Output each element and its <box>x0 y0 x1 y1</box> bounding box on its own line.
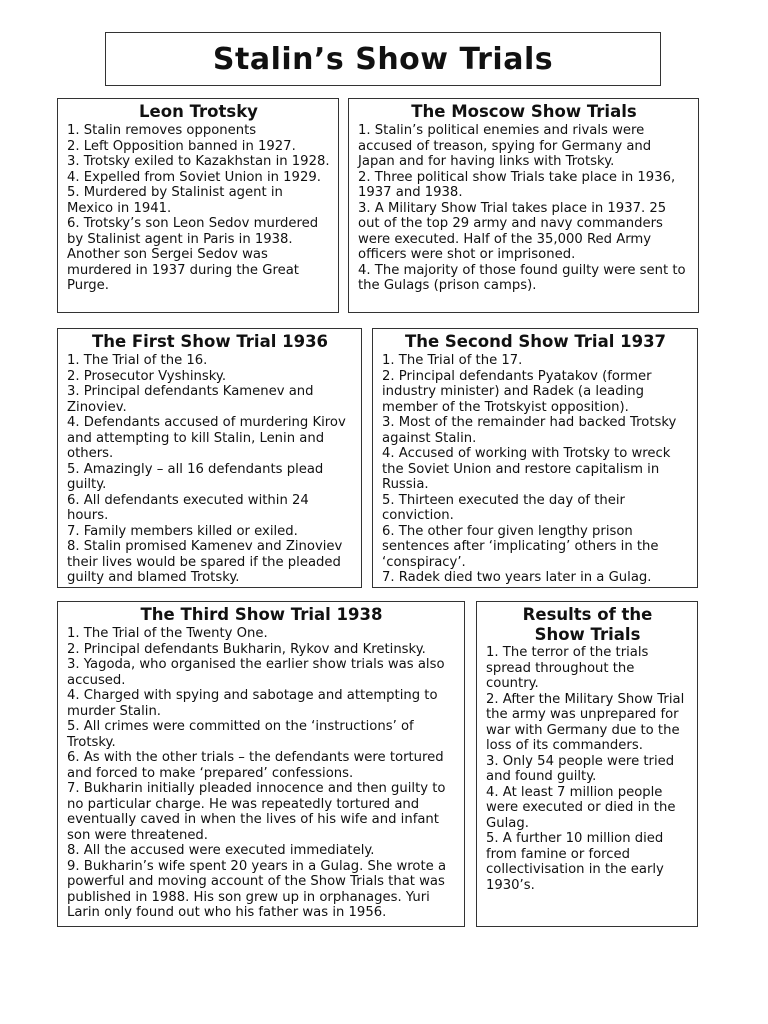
list-item: 2. Prosecutor Vyshinsky. <box>67 368 227 384</box>
panel-first-show-trial <box>57 328 362 588</box>
list-item: 3. Only 54 people were tried and found guilty. <box>486 753 675 784</box>
panel-heading-line: Show Trials <box>534 625 641 644</box>
list-item: 2. Left Opposition banned in 1927. <box>67 138 296 154</box>
fact-list <box>486 645 689 893</box>
list-item: 3. Trotsky exiled to Kazakhstan in 1928. <box>67 154 330 169</box>
panel-heading: The First Show Trial 1936 <box>91 332 329 351</box>
list-item: 4. Accused of working with Trotsky to wreck the Soviet Union and restore capitalism in Russia. <box>382 446 671 492</box>
list-item: 9. Bukharin’s wife spent 20 years in a Gulag. She wrote a powerful and moving account of the Show Trials that was published in 1988. His son grew up in orphanages. Yuri Larin only found out who his father was in 1956. <box>67 858 447 920</box>
page-title: Stalin’s Show Trials <box>212 41 554 77</box>
fact-list <box>358 123 690 294</box>
title-box <box>105 32 661 86</box>
list-item: 6. Trotsky’s son Leon Sedov murdered by Stalinist agent in Paris in 1938. Another son Sergei Sedov was murdered in 1937 during the Great Purge. <box>67 216 319 293</box>
panel-third-show-trial <box>57 601 465 927</box>
list-item: 4. Charged with spying and sabotage and attempting to murder Stalin. <box>67 688 438 719</box>
list-item: 5. Thirteen executed the day of their conviction. <box>382 492 625 523</box>
list-item: 1. Stalin removes opponents <box>67 123 257 138</box>
list-item: 5. A further 10 million died from famine or forced collectivisation in the early 1930’s. <box>486 831 664 893</box>
panel-heading: The Second Show Trial 1937 <box>404 332 667 351</box>
list-item: 2. Three political show Trials take place in 1936, 1937 and 1938. <box>358 169 676 200</box>
list-item: 5. Murdered by Stalinist agent in Mexico in 1941. <box>67 185 283 216</box>
list-item: 4. At least 7 million people were executed or died in the Gulag. <box>486 784 676 831</box>
list-item: 6. As with the other trials – the defendants were tortured and forced to make ‘prepared’ confessions. <box>67 750 444 781</box>
list-item: 6. All defendants executed within 24 hours. <box>67 492 309 523</box>
list-item: 2. Principal defendants Pyatakov (former industry minister) and Radek (a leading member of the Trotskyist opposition). <box>382 368 652 415</box>
list-item: 3. Principal defendants Kamenev and Zinoviev. <box>67 384 314 415</box>
fact-list <box>382 353 689 586</box>
panel-results-show-trials <box>476 601 698 927</box>
fact-list <box>67 123 330 294</box>
panel-heading: The Moscow Show Trials <box>411 102 637 121</box>
list-item: 7. Bukharin initially pleaded innocence and then guilty to no particular charge. He was repeatedly tortured and eventually caved in when the lives of his wife and infant son were threatened. <box>67 781 446 843</box>
panel-heading: Leon Trotsky <box>139 102 258 121</box>
list-item: 3. Most of the remainder had backed Trotsky against Stalin. <box>382 415 677 446</box>
panel-second-show-trial <box>372 328 698 588</box>
list-item: 1. The terror of the trials spread throughout the country. <box>486 645 649 691</box>
panel-leon-trotsky <box>57 98 339 313</box>
list-item: 3. A Military Show Trial takes place in 1937. 25 out of the top 29 army and navy commanders were executed. Half of the 35,000 Red Army officers were shot or imprisoned. <box>358 200 667 262</box>
list-item: 6. The other four given lengthy prison sentences after ‘implicating’ others in the ‘conspiracy’. <box>382 523 659 570</box>
list-item: 1. Stalin’s political enemies and rivals were accused of treason, spying for Germany and Japan and for having links with Trotsky. <box>358 123 652 169</box>
panel-moscow-show-trials <box>348 98 699 313</box>
fact-list <box>67 353 353 586</box>
list-item: 5. All crimes were committed on the ‘instructions’ of Trotsky. <box>67 719 414 750</box>
list-item: 1. The Trial of the 17. <box>382 353 523 368</box>
list-item: 1. The Trial of the 16. <box>67 353 208 368</box>
list-item: 2. After the Military Show Trial the army was unprepared for war with Germany due to the loss of its commanders. <box>486 691 685 753</box>
list-item: 4. The majority of those found guilty were sent to the Gulags (prison camps). <box>358 262 686 293</box>
fact-list <box>67 626 456 921</box>
list-item: 4. Expelled from Soviet Union in 1929. <box>67 169 321 185</box>
list-item: 2. Principal defendants Bukharin, Rykov and Kretinsky. <box>67 641 426 657</box>
list-item: 8. Stalin promised Kamenev and Zinoviev their lives would be spared if the pleaded guilty and blamed Trotsky. <box>67 539 343 585</box>
list-item: 5. Amazingly – all 16 defendants plead guilty. <box>67 461 324 492</box>
panel-heading: The Third Show Trial 1938 <box>140 605 383 624</box>
list-item: 7. Radek died two years later in a Gulag. <box>382 570 652 585</box>
list-item: 4. Defendants accused of murdering Kirov and attempting to kill Stalin, Lenin and others. <box>67 415 346 461</box>
list-item: 3. Yagoda, who organised the earlier show trials was also accused. <box>67 657 445 688</box>
list-item: 8. All the accused were executed immediately. <box>67 843 375 858</box>
list-item: 1. The Trial of the Twenty One. <box>67 626 268 641</box>
panel-heading <box>486 605 689 645</box>
panel-heading-line: Results of the <box>522 605 653 624</box>
list-item: 7. Family members killed or exiled. <box>67 523 298 539</box>
